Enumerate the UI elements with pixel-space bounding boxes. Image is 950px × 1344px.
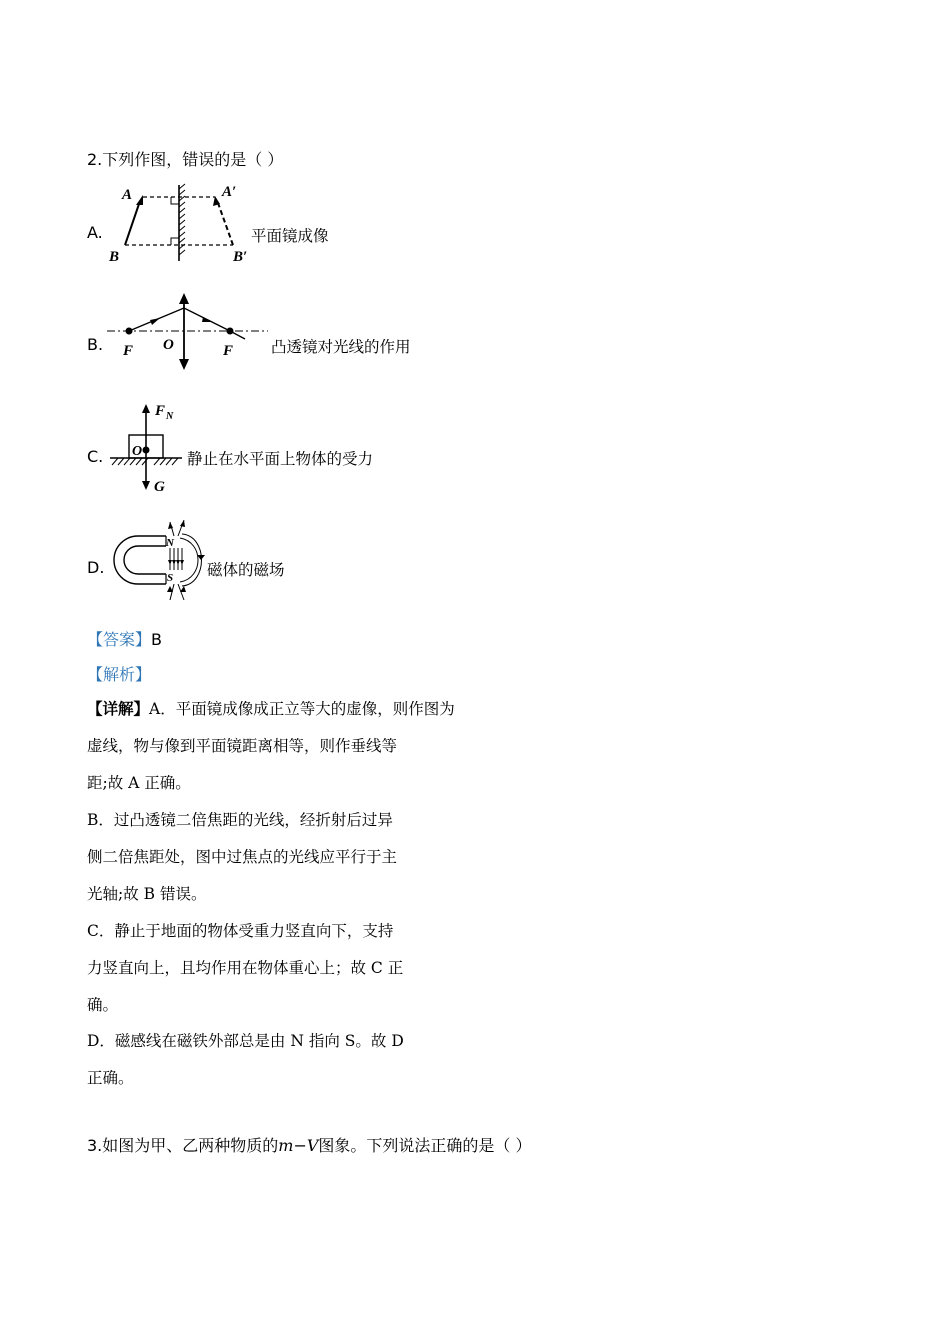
option-d-caption: 磁体的磁场 — [207, 561, 285, 579]
option-a-label: A. — [87, 223, 103, 242]
question-2-stem — [87, 150, 283, 170]
label-A: A — [122, 187, 133, 203]
label-F: F — [155, 403, 166, 419]
analysis-line-6: 光轴;故 B 错误。 — [87, 885, 207, 903]
question-3-stem: 3.如图为甲、乙两种物质的m−V图象。下列说法正确的是（ ） — [87, 1136, 532, 1155]
label-A-prime: A′ — [222, 184, 237, 200]
formula: m−V — [278, 1136, 319, 1155]
option-b-caption: 凸透镜对光线的作用 — [271, 338, 411, 356]
figure-force-diagram — [108, 402, 188, 496]
label-B: B — [109, 249, 120, 265]
figure-convex-lens — [105, 293, 270, 373]
option-d-label: D. — [87, 558, 105, 577]
question-number: 2. — [87, 150, 103, 169]
figure-plane-mirror — [105, 183, 250, 265]
analysis-line-4: B．过凸透镜二倍焦距的光线，经折射后过异 — [87, 811, 393, 829]
analysis-line-2: 虚线，物与像到平面镜距离相等，则作垂线等 — [87, 737, 398, 755]
analysis-tag: 【解析】 — [87, 665, 152, 684]
answer-value: B — [151, 630, 162, 649]
label-O: O — [132, 444, 143, 459]
analysis-line-3: 距;故 A 正确。 — [87, 774, 191, 792]
analysis-line-8: 力竖直向上，且均作用在物体重心上；故 C 正 — [87, 959, 404, 977]
label-N: N — [166, 537, 174, 549]
answer-line — [87, 630, 162, 650]
analysis-line-9: 确。 — [87, 996, 119, 1014]
detail-tag: 【详解】 — [87, 699, 150, 718]
analysis-line-11: 正确。 — [87, 1069, 134, 1087]
analysis-line-1: 【详解】A．平面镜成像成正立等大的虚像，则作图为 — [87, 699, 455, 718]
answer-tag: 【答案】 — [87, 630, 152, 649]
analysis-line-10: D．磁感线在磁铁外部总是由 N 指向 S。故 D — [87, 1032, 404, 1050]
label-G: G — [154, 479, 165, 495]
analysis-line-7: C．静止于地面的物体受重力竖直向下，支持 — [87, 922, 394, 940]
option-a-caption: 平面镜成像 — [251, 227, 329, 245]
label-O: O — [163, 337, 174, 353]
option-c-label: C. — [87, 447, 104, 466]
label-N-subscript: N — [166, 411, 174, 422]
figure-horseshoe-magnet — [108, 516, 208, 604]
question-number: 3. — [87, 1136, 103, 1155]
option-c-caption: 静止在水平面上物体的受力 — [187, 450, 374, 468]
question-text: 下列作图，错误的是（ ） — [102, 150, 284, 169]
analysis-line-5: 侧二倍焦距处，图中过焦点的光线应平行于主 — [87, 848, 398, 866]
option-b-label: B. — [87, 335, 104, 354]
label-F-right: F — [223, 343, 234, 359]
label-B-prime: B′ — [233, 249, 248, 265]
label-F-left: F — [123, 343, 134, 359]
label-S: S — [167, 572, 174, 584]
